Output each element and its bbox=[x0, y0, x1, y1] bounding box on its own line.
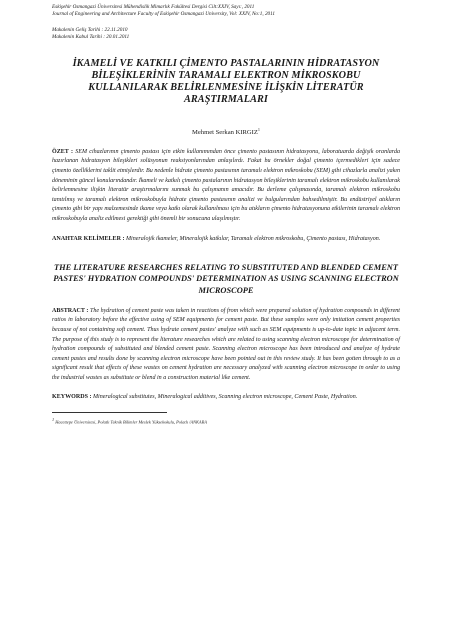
title-turkish: İKAMELİ VE KATKILI ÇİMENTO PASTALARININ HİDRATASYON BİLEŞİKLERİNİN TARAMALI ELEKTRON MİKROSKOBU KULLANILARAK BELİRLENMESİNE İLİŞKİN LİTERATÜR ARAŞTIRMALARI bbox=[72, 57, 380, 106]
footnote-mark: 1 bbox=[52, 417, 55, 423]
anahtar-label: ANAHTAR KELİMELER : bbox=[52, 235, 125, 242]
keywords-text: Mineralogical substitutes, Mineralogical additives, Scanning electron microscope, Cement Paste, Hydration. bbox=[93, 394, 358, 401]
author-footnote-mark: 1 bbox=[257, 126, 260, 132]
received-date: Makalenin Geliş Tarihi : 22.11.2010 bbox=[52, 27, 128, 34]
ozet-text: SEM cihazlarının çimento pastası için etkin kullanımından önce çimento pastasının hidratasyonu, laboratuarda değişik oranlarda hazırlanan hidratasyon bileşikleri solüsyonun reaksiyonlarından anlaşılırdı. Fakat bu örnekler doğal çimento içermedikleri için sadece çimento özelliklerini taklit etmişlerdir. Bu nedenle hidrate çimento pastasının taramalı elektron mikroskobu (SEM) gibi cihazlarla analizi yakın döneminin güncel konularındandır. İkameli ve katkılı çimento pastalarının hidratasyon bileşiklerinin taramalı elektron mikroskobu kullanılarak belirlenmesine ilişkin literatür araştırmalarını sunmak bu çalışmanın amacıdır. Bu derleme çalışmasında, taramalı elektron mikroskobu tanıtılmış ve taramalı elektron mikroskobuyla hidrate çimento pastasının analizi ve bulgularından bahsedilmiştir. Bu endüstriyel atıkların çimento gibi bir yapı malzemesinde ikame veya katkı olarak kullanılması için bu atıkların çimento hidratasyonuna etkilerinin taramalı elektron mikroskobuyla analiz edilmesi gerektiği gibi önemli bir sonucuna ulaşılmıştır. bbox=[52, 148, 400, 222]
keywords-label: KEYWORDS : bbox=[52, 394, 92, 401]
accepted-date: Makalenin Kabul Tarihi : 20.01.2011 bbox=[52, 33, 130, 40]
article-dates bbox=[52, 27, 400, 41]
author-line bbox=[52, 127, 400, 136]
anahtar-text: Mineralojik ikameler, Mineralojik katkılar, Taramalı elektron mikroskobu, Çimento pastası, Hidratasyon. bbox=[125, 235, 381, 242]
footnote bbox=[52, 417, 400, 424]
footnote-divider bbox=[52, 412, 167, 413]
ozet-paragraph bbox=[52, 148, 400, 225]
ozet-label: ÖZET : bbox=[52, 148, 73, 155]
footnote-text: Hacettepe Üniversitesi, Polatlı Teknik Bilimler Meslek Yüksekokulu, Polatlı /ANKARA bbox=[55, 419, 207, 425]
keywords-paragraph bbox=[52, 393, 400, 403]
running-header bbox=[52, 4, 400, 17]
abstract-label: ABSTRACT : bbox=[52, 307, 89, 314]
title-english: THE LITERATURE RESEARCHES RELATING TO SUBSTITUTED AND BLENDED CEMENT PASTES' HYDRATION COMPOUNDS' DETERMINATION AS USING SCANNING ELECTRON MICROSCOPE bbox=[53, 263, 399, 295]
journal-name-en: Journal of Engineering and Architecture Faculty of Eskişehir Osmangazi University, Vol: XXIV, No:1, 2011 bbox=[52, 10, 275, 17]
author-name: Mehmet Serkan KIRGIZ bbox=[191, 128, 258, 136]
journal-name-tr: Eskişehir Osmangazi Üniversitesi Mühendislik Mimarlık Fakültesi Dergisi Cilt:XXIV, Sayı:, 2011 bbox=[52, 4, 255, 10]
abstract-text: The hydration of cement paste was taken in reactions of from which were prepared solution of hydration compounds in different ratios in laboratory before the effective using of SEM equipments for cement paste. But these samples were only imitation cement properties because of not containing soft cement. Thus hydrate cement pastes' analyze with such as SEM equipments is up-to-date topic in adjacent term. The purpose of this study is to represent the literature researches which are related to using scanning electron microscope for determination of hydration compounds of substituted and blended cement paste. Scanning electron microscope has been introduced and analyze of hydrate cement pastes and results done by scanning electron microscope have been pointed out in this review study. It has been gotten through to as a significant result that effects of these wastes on cement hydration are necessary analyzed with scanning electron microscope in order to using the industrial wastes as substitute or blend in a construction material like cement. bbox=[52, 307, 400, 381]
abstract-paragraph bbox=[52, 307, 400, 384]
anahtar-kelimeler bbox=[52, 235, 400, 245]
